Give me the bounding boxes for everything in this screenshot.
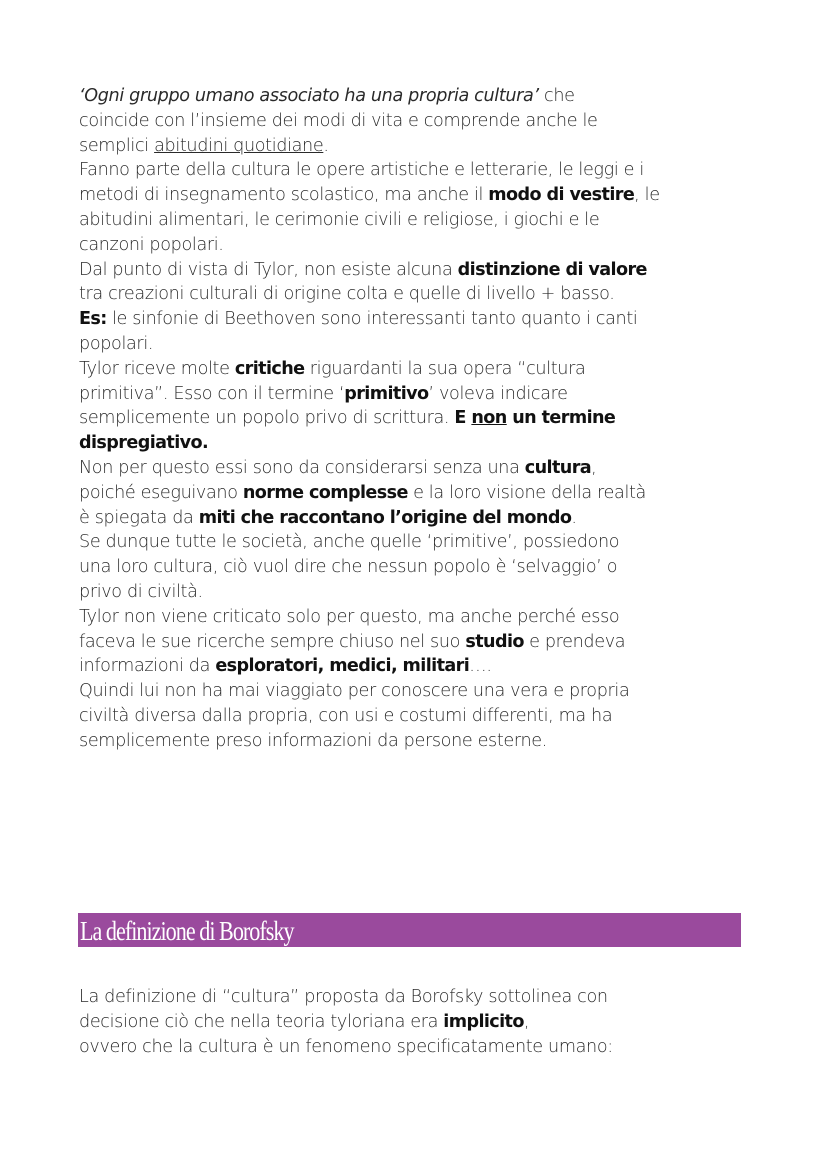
text-line	[79, 456, 759, 481]
text-segment: Dal punto di vista di Tylor, non esiste alcuna	[79, 259, 458, 280]
text-line	[79, 332, 759, 357]
text-segment: riguardanti la sua opera “cultura	[304, 358, 586, 379]
text-line	[79, 555, 759, 580]
emphasis-text: E	[454, 408, 472, 429]
emphasis-text: dispregiativo.	[79, 433, 209, 454]
text-line	[79, 506, 759, 531]
text-line	[79, 158, 759, 183]
emphasis-text: cultura	[524, 457, 592, 478]
text-segment: privo di civiltà.	[79, 581, 203, 602]
emphasis-text: distinzione di valore	[457, 259, 647, 280]
emphasis-text: studio	[465, 631, 524, 652]
text-segment: .	[571, 507, 577, 528]
text-line	[79, 605, 759, 630]
text-line	[79, 357, 759, 382]
emphasis-text: miti che raccontano l’origine del mondo	[198, 507, 572, 528]
text-line	[79, 530, 759, 555]
text-segment: semplici	[79, 135, 155, 156]
emphasis-text: norme complesse	[242, 482, 408, 503]
text-line	[79, 1035, 759, 1060]
text-segment: Tylor non viene criticato solo per questo, ma anche perché esso	[79, 606, 620, 627]
text-line	[79, 183, 759, 208]
text-segment: La definizione di “cultura” proposta da Borofsky sottolinea con	[79, 987, 608, 1007]
emphasis-text: esploratori, medici, militari	[215, 656, 470, 677]
emphasis-text: critiche	[234, 358, 305, 379]
emphasis-text: implicito	[443, 1011, 524, 1032]
text-segment: e prendeva	[523, 631, 626, 652]
text-segment: tra creazioni culturali di origine colta e quelle di livello + basso.	[79, 284, 615, 305]
section-heading	[78, 913, 741, 947]
text-segment: ….	[469, 656, 492, 677]
emphasis-text: modo di vestire	[488, 185, 635, 206]
text-line	[79, 382, 759, 407]
text-segment: metodi di insegnamento scolastico, ma anche il	[79, 185, 489, 206]
text-segment: informazioni da	[79, 656, 216, 677]
text-segment: semplicemente un popolo privo di scrittura.	[79, 408, 455, 429]
section-text	[79, 985, 759, 1059]
text-segment: faceva le sue ricerche sempre chiuso nel suo	[79, 631, 466, 652]
text-segment: poiché eseguivano	[79, 482, 243, 503]
emphasis-text: primitivo	[344, 383, 429, 404]
text-segment: Quindi lui non ha mai viaggiato per conoscere una vera e propria	[79, 681, 630, 702]
text-line	[79, 580, 759, 605]
text-segment: civiltà diversa dalla propria, con usi e costumi differenti, ma ha	[79, 705, 613, 726]
text-line	[79, 679, 759, 704]
text-line	[79, 406, 759, 431]
emphasis-text: non	[471, 408, 507, 429]
emphasis-text: un termine	[506, 408, 616, 429]
text-line	[79, 84, 759, 109]
text-segment: primitiva”. Esso con il termine ‘	[79, 383, 345, 404]
section-heading-text: La definizione di Borofsky	[80, 916, 294, 946]
text-line	[79, 630, 759, 655]
text-segment: ovvero che la cultura è un fenomeno specificatamente umano:	[79, 1036, 613, 1057]
text-segment: Tylor riceve molte	[79, 358, 235, 379]
text-segment: semplicemente preso informazioni da persone esterne.	[79, 730, 547, 751]
text-segment: ,	[591, 457, 597, 478]
text-segment: Non per questo essi sono da considerarsi senza una	[79, 457, 525, 478]
text-line	[79, 729, 759, 754]
text-segment: popolari.	[79, 333, 154, 354]
text-line	[79, 134, 759, 159]
text-segment: decisione ciò che nella teoria tyloriana era	[79, 1011, 444, 1032]
emphasis-text: Es:	[79, 309, 107, 330]
text-line	[79, 1010, 759, 1035]
text-line	[79, 208, 759, 233]
text-segment: , le	[634, 185, 660, 206]
text-line	[79, 654, 759, 679]
text-line	[79, 481, 759, 506]
text-segment: ,	[523, 1011, 530, 1032]
text-segment: ‘Ogni gruppo umano associato ha una propria cultura’	[79, 86, 539, 106]
text-segment: abitudini quotidiane	[154, 135, 324, 156]
text-segment: ’ voleva indicare	[428, 383, 568, 404]
text-segment: abitudini alimentari, le cerimonie civili e religiose, i giochi e le	[79, 209, 600, 230]
body-text	[79, 84, 759, 754]
text-segment: è spiegata da	[79, 507, 199, 528]
text-segment: e la loro visione della realtà	[407, 482, 646, 503]
text-segment: Fanno parte della cultura le opere artistiche e letterarie, le leggi e i	[79, 160, 644, 181]
text-line	[79, 258, 759, 283]
text-segment: le sinfonie di Beethoven sono interessanti tanto quanto i canti	[106, 309, 638, 330]
text-line	[79, 704, 759, 729]
text-line	[79, 233, 759, 258]
text-segment: una loro cultura, ciò vuol dire che nessun popolo è ‘selvaggio’ o	[79, 557, 618, 578]
text-segment: coincide con l’insieme dei modi di vita e comprende anche le	[79, 110, 598, 131]
text-line	[79, 109, 759, 134]
text-segment: Se dunque tutte le società, anche quelle ‘primitive’, possiedono	[79, 532, 620, 553]
text-line	[79, 431, 759, 456]
text-segment: .	[323, 135, 329, 156]
text-line	[79, 985, 759, 1010]
text-line	[79, 282, 759, 307]
text-line	[79, 307, 759, 332]
text-segment: che	[538, 86, 575, 106]
text-segment: canzoni popolari.	[79, 234, 224, 255]
